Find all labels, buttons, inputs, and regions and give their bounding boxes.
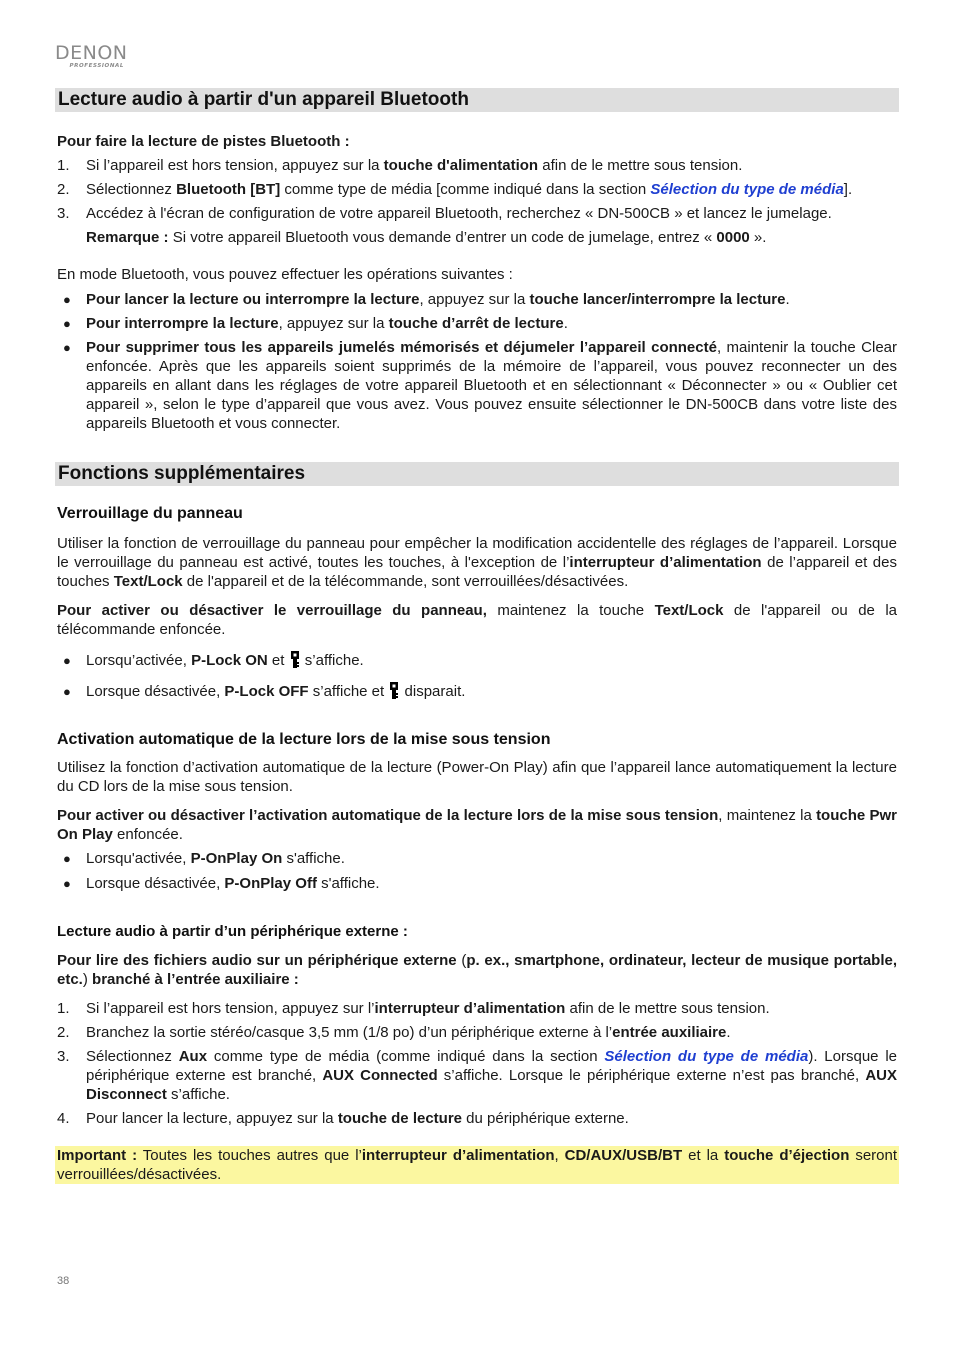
external-device-intro: Pour lire des fichiers audio sur un périphérique externe (p. ex., smartphone, ordinateur, lecteur de musique portable, etc.) branché à l’entrée auxiliaire :	[57, 952, 898, 988]
brand-subtitle: PROFESSIONAL	[69, 63, 124, 69]
panel-lock-states	[57, 643, 897, 701]
panel-lock-instruction: Pour activer ou désactiver le verrouillage du panneau, maintenez la touche Text/Lock de l'appareil ou de la télécommande enfoncée.	[57, 602, 897, 638]
list-item: ● Pour supprimer tous les appareils jumelés mémorisés et déjumeler l’appareil connecté, maintenir la touche Clear enfoncée. Après que les appareils soient supprimés de la mémoire de l’appareil, vous pouvez reconnecter un des appareils en allant dans les réglages de votre appareil Bluetooth et en sélectionnant « Déconnecter » ou « Oublier cet appareil », selon le type d’appareil que vous avez. Vous pouvez ensuite sélectionner le DN-500CB dans votre liste des appareils Bluetooth et vous connecter.	[63, 339, 897, 432]
denon-logo	[55, 42, 128, 70]
list-item: ● Lorsque désactivée, P-Lock OFF s’affiche et disparait.	[63, 683, 466, 700]
list-item: ● Pour lancer la lecture ou interrompre la lecture, appuyez sur la touche lancer/interrompre la lecture.	[63, 291, 790, 308]
brand-name: DENON	[55, 42, 128, 64]
pairing-note: Remarque : Si votre appareil Bluetooth vous demande d’entrer un code de jumelage, entrez « 0000 ».	[86, 229, 767, 246]
important-notice: Important : Toutes les touches autres que l’interrupteur d’alimentation, CD/AUX/USB/BT et la touche d’éjection seront verrouillées/désactivées.	[57, 1147, 898, 1183]
page-content	[57, 88, 897, 1184]
list-item: ● Lorsqu’activée, P-Lock ON et s’affiche.	[63, 652, 364, 669]
bluetooth-intro: Pour faire la lecture de pistes Bluetooth :	[57, 133, 350, 150]
list-item: ● Lorsqu'activée, P-OnPlay On s'affiche.	[63, 850, 345, 867]
section-bluetooth-header	[55, 88, 899, 112]
power-on-states	[57, 849, 897, 893]
power-on-description: Utilisez la fonction d’activation automatique de la lecture (Power-On Play) afin que l’appareil lance automatiquement la lecture du CD lors de la mise sous tension.	[57, 759, 897, 795]
list-item: 2. Sélectionnez Bluetooth [BT] comme type de média [comme indiqué dans la section Sélection du type de média].	[57, 181, 853, 198]
lock-icon	[290, 651, 300, 668]
section-functions-title: Fonctions supplémentaires	[58, 463, 306, 484]
power-on-instruction: Pour activer ou désactiver l’activation automatique de la lecture lors de la mise sous tension, maintenez la touche Pwr On Play enfoncée.	[57, 807, 897, 843]
panel-lock-title: Verrouillage du panneau	[57, 505, 243, 522]
list-item: 3. Sélectionnez Aux comme type de média (comme indiqué dans la section Sélection du type de média). Lorsque le périphérique externe est branché, AUX Connected s’affiche. Lorsque le périphérique externe n’est pas branché, AUX Disconnect s’affiche.	[57, 1048, 897, 1103]
bluetooth-mode-intro: En mode Bluetooth, vous pouvez effectuer les opérations suivantes :	[57, 266, 513, 283]
media-type-link[interactable]: Sélection du type de média	[650, 181, 844, 198]
power-on-title: Activation automatique de la lecture lors de la mise sous tension	[57, 731, 551, 748]
section-bluetooth-title: Lecture audio à partir d'un appareil Bluetooth	[58, 89, 469, 110]
lock-icon	[389, 682, 399, 699]
bluetooth-steps	[57, 156, 897, 223]
list-item: 3. Accédez à l'écran de configuration de votre appareil Bluetooth, recherchez « DN-500CB » et lancez le jumelage.	[57, 205, 832, 222]
bluetooth-operations	[57, 290, 897, 433]
list-item: 1. Si l’appareil est hors tension, appuyez sur l’interrupteur d’alimentation afin de le mettre sous tension.	[57, 1000, 770, 1017]
list-item: 2. Branchez la sortie stéréo/casque 3,5 mm (1/8 po) d’un périphérique externe à l’entrée auxiliaire.	[57, 1024, 731, 1041]
list-item: 1. Si l’appareil est hors tension, appuyez sur la touche d'alimentation afin de le mettre sous tension.	[57, 157, 743, 174]
page-number: 38	[57, 1275, 70, 1287]
panel-lock-description: Utiliser la fonction de verrouillage du panneau pour empêcher la modification accidentelle des réglages de l’appareil. Lorsque le verrouillage du panneau est activé, toutes les touches, à l'exception de l’interrupteur d’alimentation de l’appareil et des touches Text/Lock de l'appareil et de la télécommande, sont verrouillées/désactivées.	[57, 535, 897, 590]
external-device-steps	[57, 999, 897, 1128]
section-functions-header	[55, 462, 899, 486]
external-device-title: Lecture audio à partir d’un périphérique externe :	[57, 923, 408, 940]
list-item: 4. Pour lancer la lecture, appuyez sur la touche de lecture du périphérique externe.	[57, 1110, 629, 1127]
list-item: ● Pour interrompre la lecture, appuyez sur la touche d’arrêt de lecture.	[63, 315, 568, 332]
list-item: ● Lorsque désactivée, P-OnPlay Off s'affiche.	[63, 875, 380, 892]
media-type-link[interactable]: Sélection du type de média	[604, 1048, 809, 1065]
